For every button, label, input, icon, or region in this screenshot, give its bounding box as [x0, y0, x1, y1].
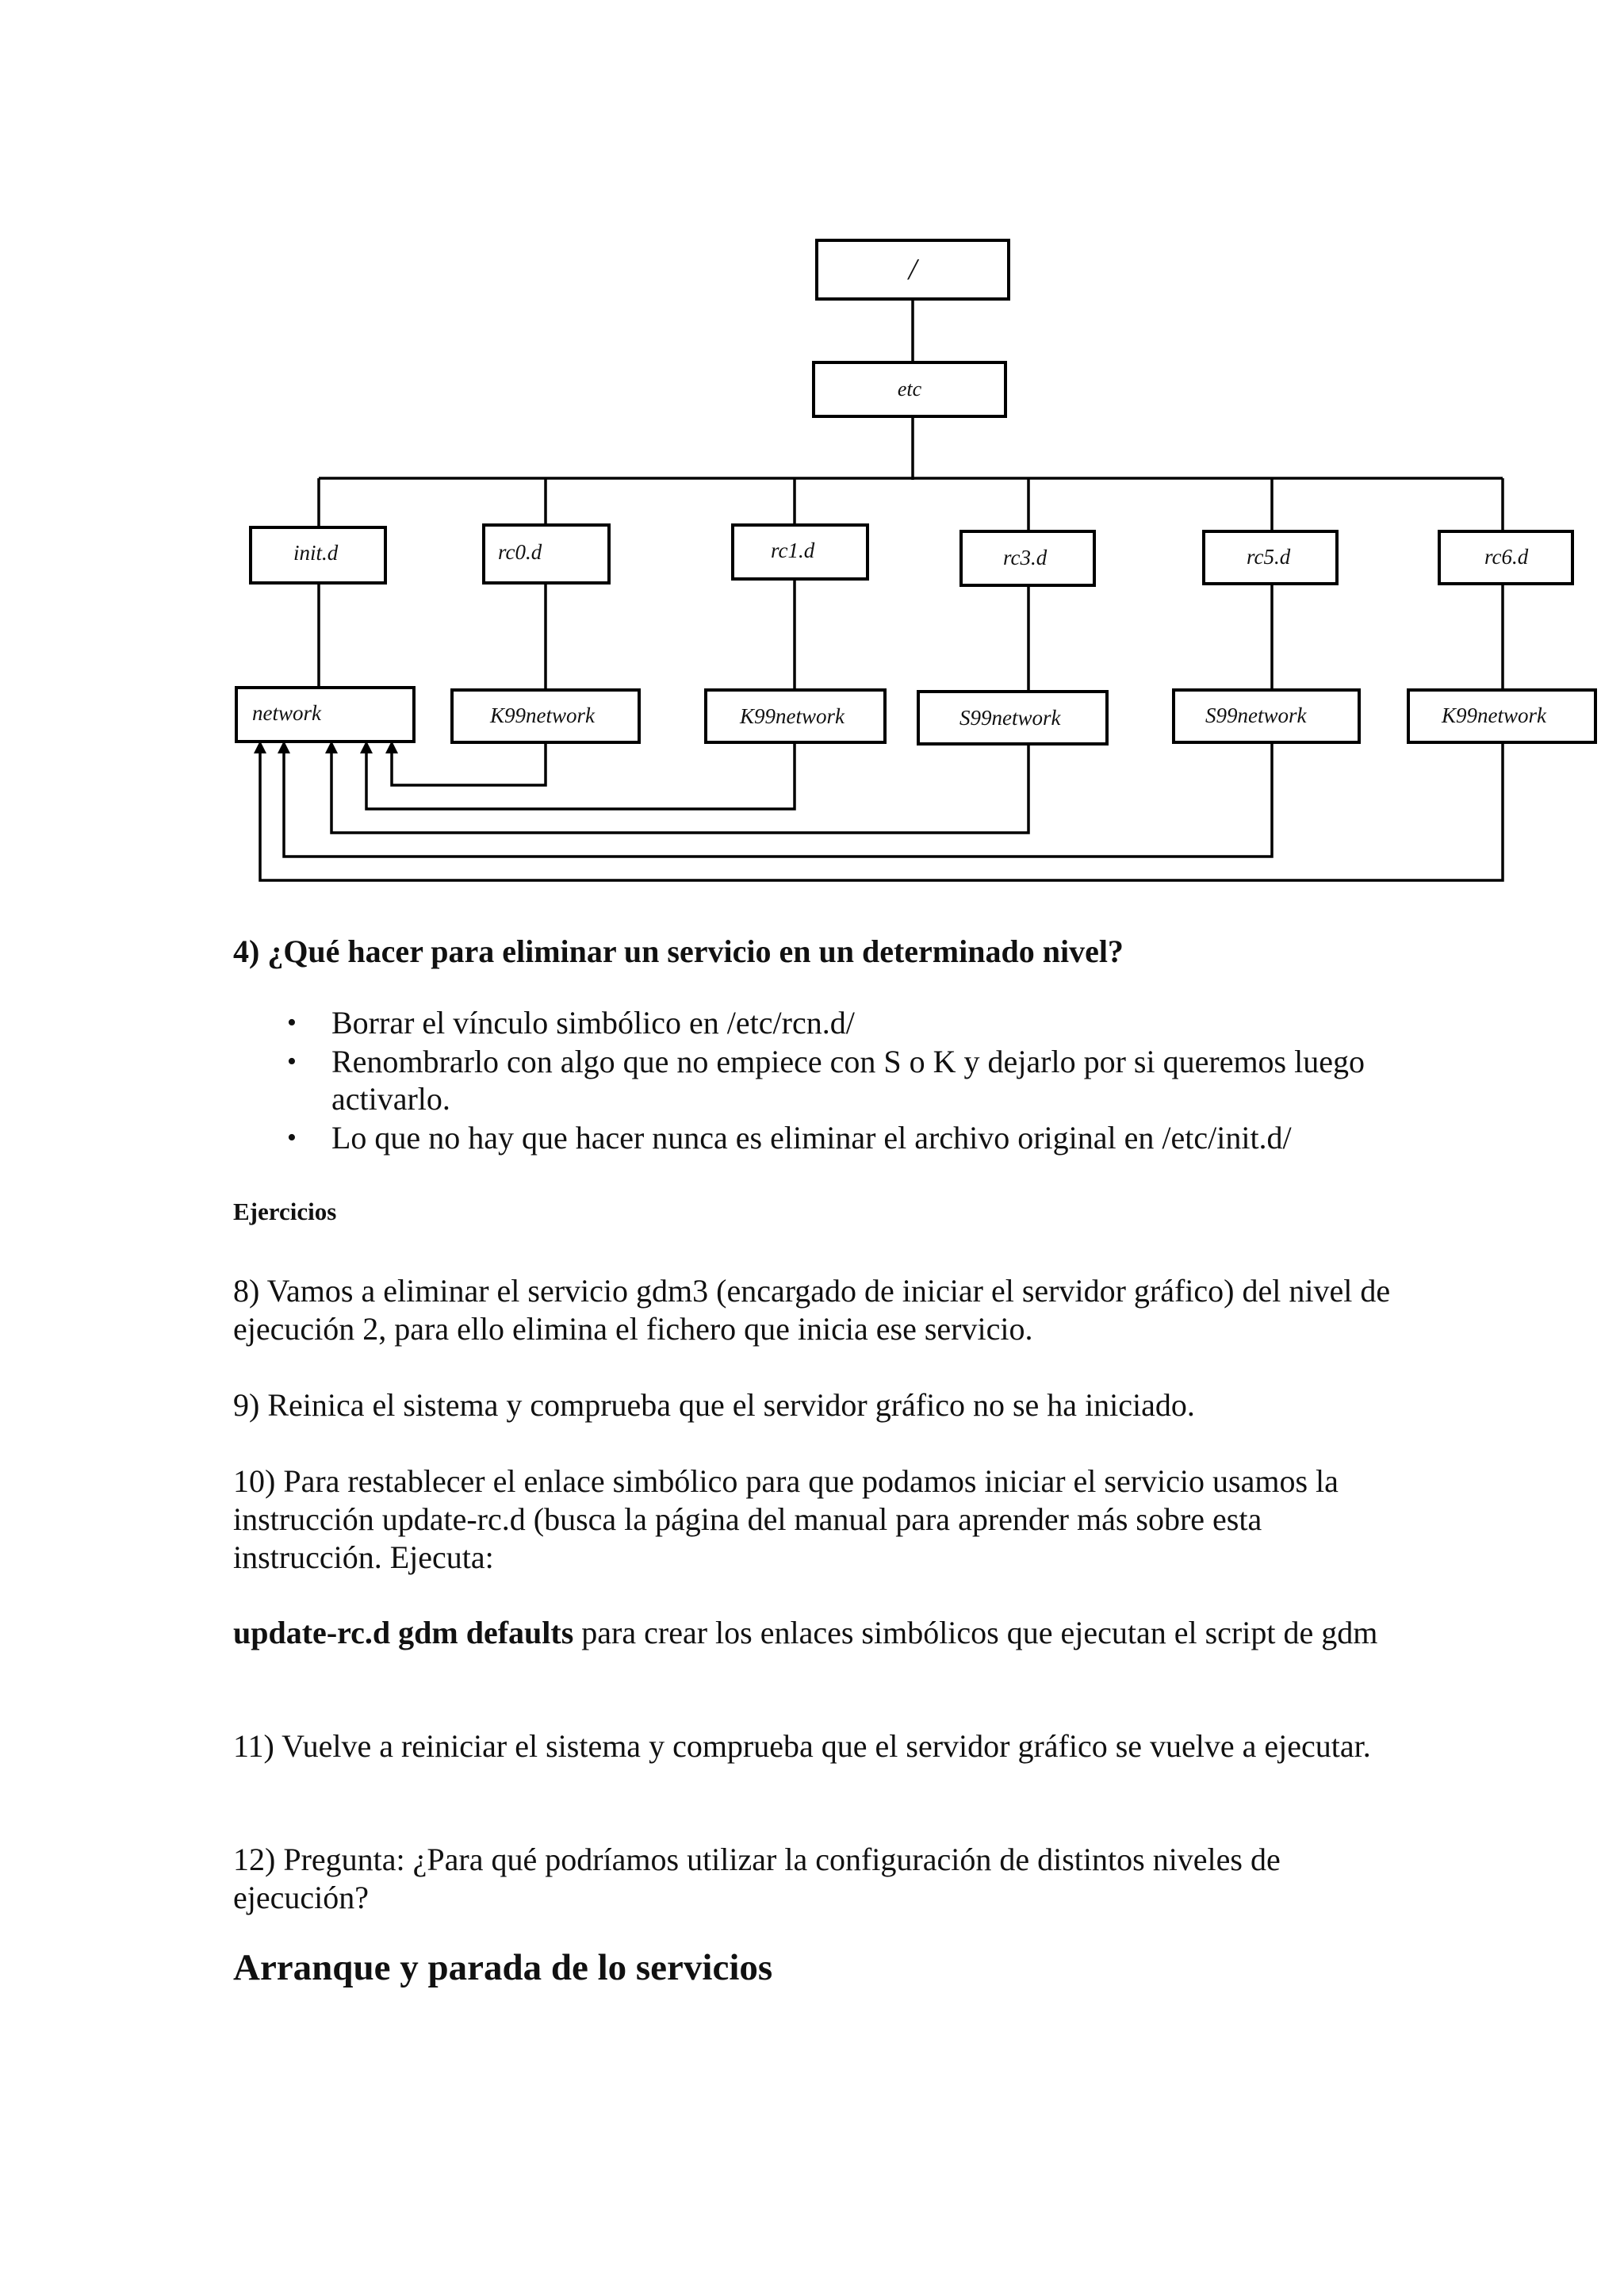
- exercise-8: 8) Vamos a eliminar el servicio gdm3 (encargado de iniciar el servidor gráfico) del nivel de ejecución 2, para ello elimina el fichero que inicia ese servicio.: [233, 1273, 1391, 1347]
- directory-diagram: [0, 0, 1624, 904]
- file-label: K99network: [490, 703, 595, 727]
- dir-label: rc3.d: [1003, 546, 1048, 569]
- dir-label: rc0.d: [498, 540, 542, 564]
- exercise-10: 10) Para restablecer el enlace simbólico para que podamos iniciar el servicio usamos la instrucción update-rc.d (busca la página del manual para aprender más sobre esta instrucción. Ejecuta:: [233, 1463, 1339, 1575]
- list-item: • Renombrarlo con algo que no empiece con S o K y dejarlo por si queremos luego activarlo.: [233, 1043, 1391, 1117]
- dir-label: init.d: [293, 541, 339, 565]
- section-title: Arranque y parada de lo servicios: [233, 1947, 773, 1988]
- dir-label: rc5.d: [1247, 545, 1291, 569]
- root-label: /: [908, 253, 917, 286]
- exercises-heading: Ejercicios: [233, 1198, 337, 1225]
- list-item: • Borrar el vínculo simbólico en /etc/rcn.d/: [233, 1004, 1391, 1041]
- command-text: update-rc.d gdm defaults: [233, 1615, 574, 1650]
- bullet-list: [233, 1004, 1391, 1158]
- file-label: K99network: [1442, 703, 1546, 727]
- command-paragraph: [233, 1614, 1407, 1652]
- etc-label: etc: [897, 378, 922, 401]
- exercise-12: 12) Pregunta: ¿Para qué podríamos utilizar la configuración de distintos niveles de ejecución?: [233, 1842, 1281, 1915]
- exercise-9: 9) Reinica el sistema y comprueba que el servidor gráfico no se ha iniciado.: [233, 1387, 1195, 1423]
- dir-label: rc6.d: [1484, 545, 1529, 569]
- list-item: • Lo que no hay que hacer nunca es eliminar el archivo original en /etc/init.d/: [233, 1119, 1391, 1156]
- dir-label: rc1.d: [771, 539, 815, 562]
- file-label: K99network: [740, 704, 845, 728]
- file-label: network: [252, 701, 321, 725]
- file-label: S99network: [959, 706, 1061, 730]
- question-heading: 4) ¿Qué hacer para eliminar un servicio en un determinado nivel?: [233, 933, 1124, 969]
- file-label: S99network: [1205, 703, 1307, 727]
- command-description: para crear los enlaces simbólicos que ejecutan el script de gdm: [573, 1615, 1378, 1650]
- exercise-11: 11) Vuelve a reiniciar el sistema y comprueba que el servidor gráfico se vuelve a ejecutar.: [233, 1728, 1371, 1764]
